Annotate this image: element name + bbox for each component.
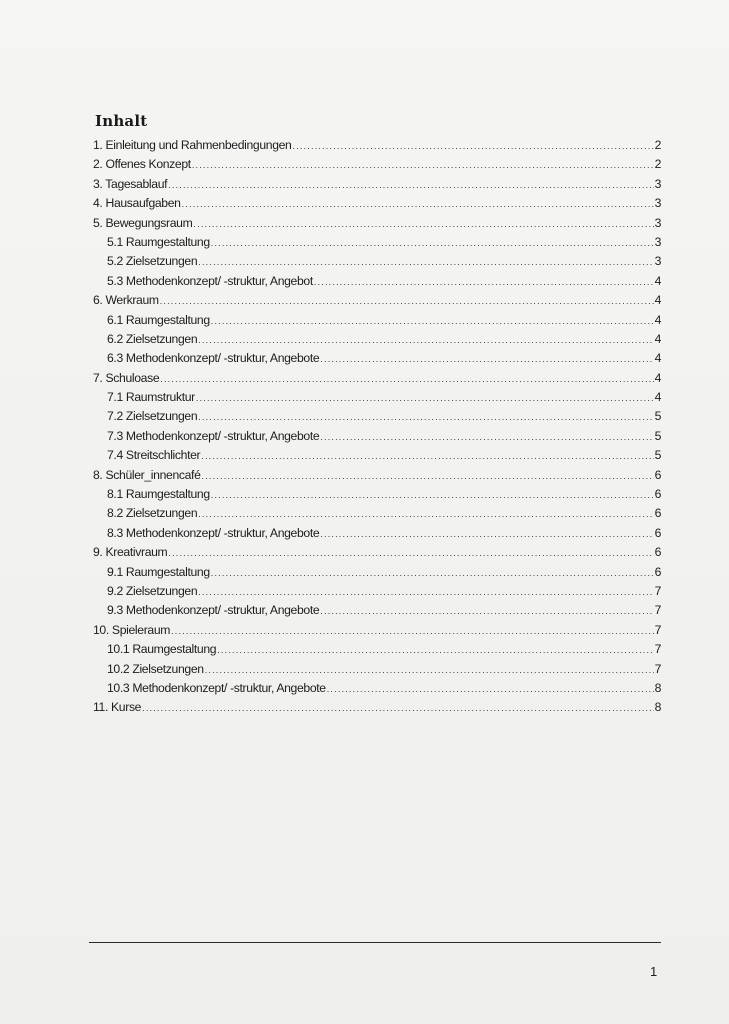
toc-entry-page: 6 (654, 487, 661, 502)
toc-entry-page: 3 (654, 196, 661, 211)
toc-entry-label: 6.3 Methodenkonzept/ -struktur, Angebote (107, 351, 320, 366)
toc-entry-page: 4 (654, 351, 661, 366)
toc-entry-page: 8 (654, 700, 661, 715)
toc-dot-leader (198, 505, 653, 524)
toc-dot-leader (198, 583, 653, 602)
toc-entry-label: 7.2 Zielsetzungen (107, 409, 198, 424)
toc-entry-page: 7 (654, 583, 661, 598)
toc-entry-page: 7 (654, 642, 661, 657)
toc-entry (93, 311, 661, 330)
toc-entry-label: 7.1 Raumstruktur (107, 390, 195, 405)
toc-entry-page: 6 (654, 525, 661, 540)
toc-dot-leader (211, 564, 654, 583)
toc-entry-label: 10.1 Raumgestaltung (107, 642, 217, 657)
toc-entry-page: 3 (654, 215, 661, 230)
toc-entry (93, 621, 661, 640)
toc-dot-leader (320, 350, 653, 369)
toc-entry (93, 485, 661, 504)
toc-dot-leader (202, 467, 654, 486)
toc-dot-leader (142, 699, 653, 718)
toc-entry-label: 5. Bewegungsraum (93, 215, 193, 230)
toc-entry-page: 4 (654, 312, 661, 327)
toc-entry-label: 3. Tagesablauf (93, 176, 168, 191)
toc-entry (93, 214, 661, 233)
toc-entry-page: 4 (654, 273, 661, 288)
footer-divider (89, 942, 661, 943)
toc-entry (93, 175, 661, 194)
toc-entry-label: 7.3 Methodenkonzept/ -struktur, Angebote (107, 428, 320, 443)
toc-dot-leader (198, 331, 653, 350)
toc-entry-label: 1. Einleitung und Rahmenbedingungen (93, 138, 292, 152)
toc-entry-label: 7.4 Streitschlichter (107, 448, 201, 463)
toc-entry (93, 369, 661, 388)
toc-entry-page: 4 (654, 331, 661, 346)
toc-entry-label: 8.1 Raumgestaltung (107, 487, 210, 502)
toc-entry-page: 6 (654, 506, 661, 521)
toc-entry-label: 5.2 Zielsetzungen (107, 254, 198, 269)
toc-entry-page: 3 (654, 176, 661, 191)
toc-entry (93, 155, 661, 174)
toc-entry (93, 504, 661, 523)
toc-entry-page: 2 (654, 157, 661, 172)
toc-dot-leader (211, 312, 654, 331)
toc-dot-leader (171, 622, 653, 641)
toc-entry (93, 194, 661, 213)
toc-entry (93, 136, 661, 155)
toc-dot-leader (198, 253, 653, 272)
toc-entry-label: 6.2 Zielsetzungen (107, 331, 198, 346)
toc-entry-label: 8.2 Zielsetzungen (107, 506, 198, 521)
toc-entry (93, 543, 661, 562)
table-of-contents (93, 136, 661, 718)
toc-entry-page: 3 (654, 234, 661, 249)
toc-entry (93, 446, 661, 465)
toc-dot-leader (198, 408, 653, 427)
toc-entry (93, 427, 661, 446)
toc-entry-label: 9.3 Methodenkonzept/ -struktur, Angebote (107, 603, 320, 618)
toc-entry-label: 8. Schüler_innencafé (93, 467, 201, 482)
toc-entry (93, 524, 661, 543)
toc-dot-leader (320, 602, 653, 621)
toc-entry-label: 9.2 Zielsetzungen (107, 583, 198, 598)
toc-entry (93, 330, 661, 349)
toc-entry (93, 291, 661, 310)
toc-entry-label: 2. Offenes Konzept (93, 157, 191, 172)
toc-entry-page: 6 (654, 564, 661, 579)
toc-entry-page: 6 (654, 545, 661, 560)
toc-entry-label: 5.3 Methodenkonzept/ -struktur, Angebot (107, 273, 313, 288)
toc-entry-page: 5 (654, 428, 661, 443)
toc-dot-leader (160, 292, 654, 311)
toc-entry-page: 8 (654, 680, 661, 695)
toc-title: Inhalt (95, 112, 148, 130)
toc-entry-page: 7 (654, 622, 661, 637)
toc-entry-page: 6 (654, 467, 661, 482)
toc-entry-label: 6.1 Raumgestaltung (107, 312, 210, 327)
toc-dot-leader (327, 680, 654, 699)
toc-entry-page: 7 (654, 603, 661, 618)
toc-dot-leader (314, 273, 654, 292)
toc-dot-leader (192, 156, 654, 175)
toc-entry (93, 252, 661, 271)
toc-entry-label: 4. Hausaufgaben (93, 196, 181, 211)
toc-entry (93, 407, 661, 426)
toc-entry-label: 8.3 Methodenkonzept/ -struktur, Angebote (107, 525, 320, 540)
page-number: 1 (650, 964, 658, 979)
toc-entry (93, 640, 661, 659)
toc-entry-page: 3 (654, 254, 661, 269)
toc-dot-leader (217, 641, 653, 660)
toc-entry-page: 4 (654, 370, 661, 385)
toc-entry-label: 10. Spieleraum (93, 622, 171, 637)
toc-dot-leader (182, 195, 654, 214)
toc-entry-page: 7 (654, 661, 661, 676)
toc-entry (93, 698, 661, 717)
toc-dot-leader (211, 234, 654, 253)
toc-entry (93, 272, 661, 291)
toc-entry (93, 660, 661, 679)
toc-entry (93, 582, 661, 601)
toc-entry-page: 4 (654, 293, 661, 308)
toc-entry-label: 5.1 Raumgestaltung (107, 234, 210, 249)
toc-entry (93, 563, 661, 582)
toc-dot-leader (168, 544, 653, 563)
toc-entry-label: 10.3 Methodenkonzept/ -struktur, Angebote (107, 680, 326, 695)
toc-entry (93, 349, 661, 368)
toc-dot-leader (293, 137, 654, 156)
toc-entry (93, 679, 661, 698)
toc-dot-leader (160, 370, 653, 389)
toc-entry (93, 233, 661, 252)
toc-dot-leader (320, 525, 653, 544)
toc-entry-label: 10.2 Zielsetzungen (107, 661, 204, 676)
toc-entry-page: 4 (654, 390, 661, 405)
toc-entry (93, 388, 661, 407)
toc-entry-label: 6. Werkraum (93, 293, 159, 308)
toc-dot-leader (193, 215, 653, 234)
toc-entry-page: 2 (654, 138, 661, 152)
toc-dot-leader (168, 176, 653, 195)
toc-entry (93, 601, 661, 620)
toc-dot-leader (205, 661, 654, 680)
toc-dot-leader (201, 447, 653, 466)
toc-dot-leader (196, 389, 654, 408)
toc-dot-leader (211, 486, 654, 505)
toc-entry-label: 9.1 Raumgestaltung (107, 564, 210, 579)
toc-entry-label: 11. Kurse (93, 700, 142, 715)
toc-dot-leader (320, 428, 653, 447)
toc-entry-label: 7. Schuloase (93, 370, 160, 385)
toc-entry-label: 9. Kreativraum (93, 545, 168, 560)
toc-entry-page: 5 (654, 409, 661, 424)
toc-entry-page: 5 (654, 448, 661, 463)
toc-entry (93, 466, 661, 485)
